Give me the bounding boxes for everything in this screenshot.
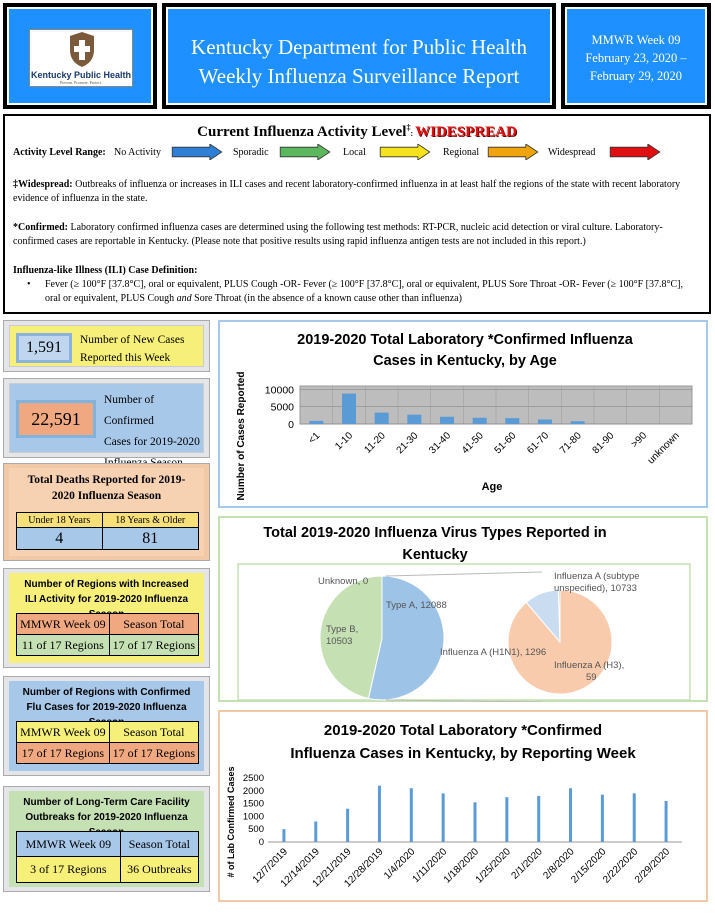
ili-def-text-a: Fever (≥ 100°F [37.8°C], oral or equivalent, PLUS Cough -OR- Fever (≥ 100°F [37.8°C], oral or equivalent, PLUS Sore Throat -OR- Fever (≥ 100°F [37.8°C], oral or equivalent, PLUS Cough (45, 279, 683, 304)
age-bar (538, 420, 552, 424)
age-xtick-label: 41-50 (459, 430, 486, 457)
week-chart (220, 766, 706, 902)
week-y-axis-title: # of Lab Confirmed Cases (226, 766, 236, 878)
ili-definition-heading: Influenza-like Illness (ILI) Case Definition: (13, 265, 198, 276)
flu-regions-table (16, 721, 199, 764)
ili-regions-title: Number of Regions with Increased ILI Activity for 2019-2020 Influenza (24, 579, 189, 605)
week-ytick-label: 0 (258, 837, 264, 848)
week-bar (537, 796, 540, 842)
flu-col-season: Season Total (109, 722, 198, 743)
age-chart (220, 366, 706, 506)
flu-val-week: 17 of 17 Regions (17, 743, 110, 764)
confirmed-label-line2: Cases for 2019-2020 (104, 436, 200, 448)
pie-slice-label: Unknown, 0 (318, 576, 369, 587)
week-xtick-label: 12/28/2019 (342, 846, 386, 890)
virus-type-panel (218, 516, 708, 702)
confirmed-cases-card (3, 378, 210, 458)
week-xtick-label: 2/1/2020 (509, 846, 545, 882)
new-cases-label-line1: Number of New Cases (80, 334, 185, 346)
confirmed-def-text: Laboratory confirmed influenza cases are determined using the following test methods: RT-PCR, nucleic acid detection or viral culture. Laboratory-confirmed cases are reportable in Kentucky. (Please note that positive results using rapid influenza antigen tests are not included in this report.) (13, 222, 663, 247)
deaths-card (3, 463, 210, 561)
week-bar (633, 793, 636, 842)
age-bar (571, 421, 585, 424)
activity-level-label: Current Influenza Activity Level (197, 124, 407, 140)
week-ytick-label: 1500 (242, 798, 264, 810)
header-title-frame (162, 3, 556, 109)
deaths-table (16, 512, 199, 550)
week-bar (505, 797, 508, 842)
week-bar (282, 829, 285, 842)
pie-slice-label: Type B, (326, 624, 359, 635)
sub-pie-label: Influenza A (H1N1), 1296 (440, 647, 547, 658)
ili-regions-table (16, 613, 199, 656)
week-bar (442, 793, 445, 842)
flu-col-week: MMWR Week 09 (17, 722, 110, 743)
week-bar (474, 802, 477, 842)
flu-regions-title: Number of Regions with Confirmed Flu Cases for 2019-2020 Influenza (22, 687, 191, 713)
confirmed-cases-value: 22,591 (16, 400, 96, 438)
deaths-val-under18: 4 (17, 528, 103, 550)
week-chart-title-line2: Influenza Cases in Kentucky, by Reporting Week (290, 745, 636, 762)
pie-chart-title: Total 2019-2020 Influenza Virus Types Reported in Kentucky (263, 525, 607, 563)
level-regional: Regional (443, 147, 480, 158)
deaths-val-18plus: 81 (102, 528, 198, 550)
week-xtick-label: 12/7/2019 (250, 846, 291, 886)
age-ytick-label: 10000 (264, 384, 294, 397)
new-cases-value: 1,591 (16, 333, 72, 363)
week-chart-title-line1: 2019-2020 Total Laboratory *Confirmed (323, 722, 603, 739)
age-bar (309, 421, 323, 424)
range-label: Activity Level Range: (13, 147, 106, 158)
ili-col-season: Season Total (109, 614, 198, 635)
week-bar (410, 788, 413, 842)
week-date-end: February 29, 2020 (590, 69, 682, 83)
shield-logo-icon (30, 30, 134, 70)
ili-val-season: 17 of 17 Regions (109, 635, 198, 656)
confirmed-cases-label (104, 390, 203, 474)
week-bar (665, 801, 668, 842)
ltc-card (3, 786, 210, 892)
ltc-table (16, 831, 199, 883)
widespread-def-label: ‡Widespread: (13, 179, 73, 190)
week-xtick-label: 2/15/2020 (569, 846, 609, 886)
week-ytick-label: 500 (248, 824, 264, 836)
week-xtick-label: 1/11/2020 (410, 846, 450, 886)
flu-val-season: 17 of 17 Regions (109, 743, 198, 764)
arrow-widespread-icon (603, 144, 667, 160)
week-bar (569, 788, 572, 842)
age-xtick-label: 71-80 (557, 430, 584, 457)
age-xtick-label: 11-20 (362, 430, 388, 456)
widespread-def-text: Outbreaks of influenza or increases in ILI cases and recent laboratory-confirmed influenza in at least half the regions of the state with recent laboratory evidence of influenza in the state. (13, 179, 681, 204)
activity-range-row (13, 144, 703, 166)
week-xtick-label: 1/4/2020 (382, 846, 418, 882)
confirmed-label-line1: Number of Confirmed (104, 394, 155, 427)
week-xtick-label: 12/14/2019 (278, 846, 322, 890)
week-chart-panel (218, 710, 708, 902)
age-bar (407, 415, 421, 424)
pie-connector-line (386, 572, 542, 576)
page-title-line2: Weekly Influenza Surveillance Report (198, 64, 520, 88)
age-xtick-label: 1-10 (333, 430, 356, 453)
age-xtick-label: 51-60 (492, 430, 519, 457)
week-bar (601, 795, 604, 842)
ltc-val-season: 36 Outbreaks (120, 857, 198, 883)
pie-slice-label: 10503 (326, 636, 353, 647)
logo (29, 29, 133, 87)
ili-val-week: 11 of 17 Regions (17, 635, 110, 656)
page-title-line1: Kentucky Department for Public Health (191, 35, 527, 59)
age-chart-title: 2019-2020 Total Laboratory *Confirmed Influenza Cases in Kentucky, by Age (297, 332, 633, 369)
header-week-frame (561, 3, 711, 109)
pie-slice-label: Type A, 12088 (386, 600, 447, 611)
age-y-axis-title: Number of Cases Reported (236, 371, 247, 501)
mmwr-week: MMWR Week 09 (591, 33, 681, 47)
sub-pie-label: unspecified), 10733 (554, 583, 637, 594)
arrow-sporadic-icon (273, 144, 337, 160)
week-bar (346, 809, 349, 842)
age-bar (505, 418, 519, 424)
ili-def-text-b: Sore Throat (in the absence of a known cause other than influenza) (191, 293, 462, 304)
arrow-no-activity-icon (165, 144, 229, 160)
ili-def-and: and (176, 293, 192, 304)
arrow-local-icon (373, 144, 437, 160)
confirmed-def-label: *Confirmed: (13, 222, 68, 233)
ltc-val-week: 3 of 17 Regions (17, 857, 121, 883)
week-bar (378, 786, 381, 842)
age-xtick-label: <1 (306, 430, 323, 447)
week-date-start: February 23, 2020 – (585, 51, 687, 65)
week-ytick-label: 1000 (242, 811, 264, 823)
sub-pie-label: 59 (586, 672, 597, 683)
deaths-title: Total Deaths Reported for 2019-2020 Influenza Season (27, 474, 186, 502)
age-bar (473, 418, 487, 424)
week-xtick-label: 1/25/2020 (473, 846, 513, 886)
age-xtick-label: 31-40 (427, 430, 454, 457)
week-xtick-label: 2/22/2020 (601, 846, 641, 886)
arrow-regional-icon (481, 144, 545, 160)
ili-definition (27, 278, 700, 306)
activity-level-heading: Current Influenza Activity Level‡: WIDESPREAD (197, 123, 517, 140)
flu-regions-card (3, 676, 210, 776)
new-cases-card (3, 320, 210, 372)
logo-tagline: Prevent. Promote. Protect. (59, 80, 103, 85)
age-xtick-label: 81-90 (590, 430, 617, 457)
ili-regions-card (3, 568, 210, 668)
week-bar (314, 822, 317, 842)
deaths-col-under18: Under 18 Years (17, 513, 103, 528)
header-logo-frame (3, 3, 157, 109)
new-cases-label-line2: Reported this Week (80, 352, 171, 364)
activity-level-value: WIDESPREAD (415, 124, 517, 140)
age-bar (342, 394, 356, 424)
week-xtick-label: 12/21/2019 (310, 846, 354, 890)
age-xtick-label: 21-30 (394, 430, 421, 457)
level-no-activity: No Activity (114, 147, 161, 158)
week-xtick-label: 2/8/2020 (541, 846, 577, 882)
age-ytick-label: 5000 (270, 401, 294, 414)
age-ytick-label: 0 (288, 419, 294, 431)
deaths-col-18plus: 18 Years & Older (102, 513, 198, 528)
week-xtick-label: 2/29/2020 (632, 846, 673, 886)
week-ytick-label: 2000 (242, 785, 264, 797)
sub-pie-label: Influenza A (H3), (554, 660, 625, 671)
bullet-icon: • (27, 279, 31, 290)
week-xtick-label: 1/18/2020 (441, 846, 482, 886)
age-chart-panel (218, 320, 708, 508)
age-bar (375, 413, 389, 424)
widespread-definition (13, 178, 703, 206)
sub-pie-label: Influenza A (subtype (554, 571, 640, 582)
age-bar (440, 417, 454, 424)
age-x-axis-title: Age (481, 481, 503, 493)
week-ytick-label: 2500 (242, 773, 264, 784)
ltc-col-week: MMWR Week 09 (17, 832, 121, 857)
confirmed-definition (13, 221, 703, 249)
level-widespread: Widespread (548, 147, 596, 158)
age-xtick-label: 61-70 (525, 430, 552, 457)
activity-info-box (3, 114, 711, 314)
level-local: Local (343, 147, 366, 158)
logo-text: Kentucky Public Health (30, 70, 132, 80)
ltc-title: Number of Long-Term Care Facility Outbreaks for 2019-2020 Influenza (23, 797, 190, 823)
pie-chart (220, 562, 706, 702)
age-xtick-label: >90 (629, 430, 650, 451)
age-xtick-label: unknown (645, 430, 682, 467)
level-sporadic: Sporadic (233, 147, 269, 158)
ltc-col-season: Season Total (120, 832, 198, 857)
ili-col-week: MMWR Week 09 (17, 614, 110, 635)
new-cases-label (80, 331, 184, 367)
activity-level-sup: ‡ (406, 123, 411, 132)
